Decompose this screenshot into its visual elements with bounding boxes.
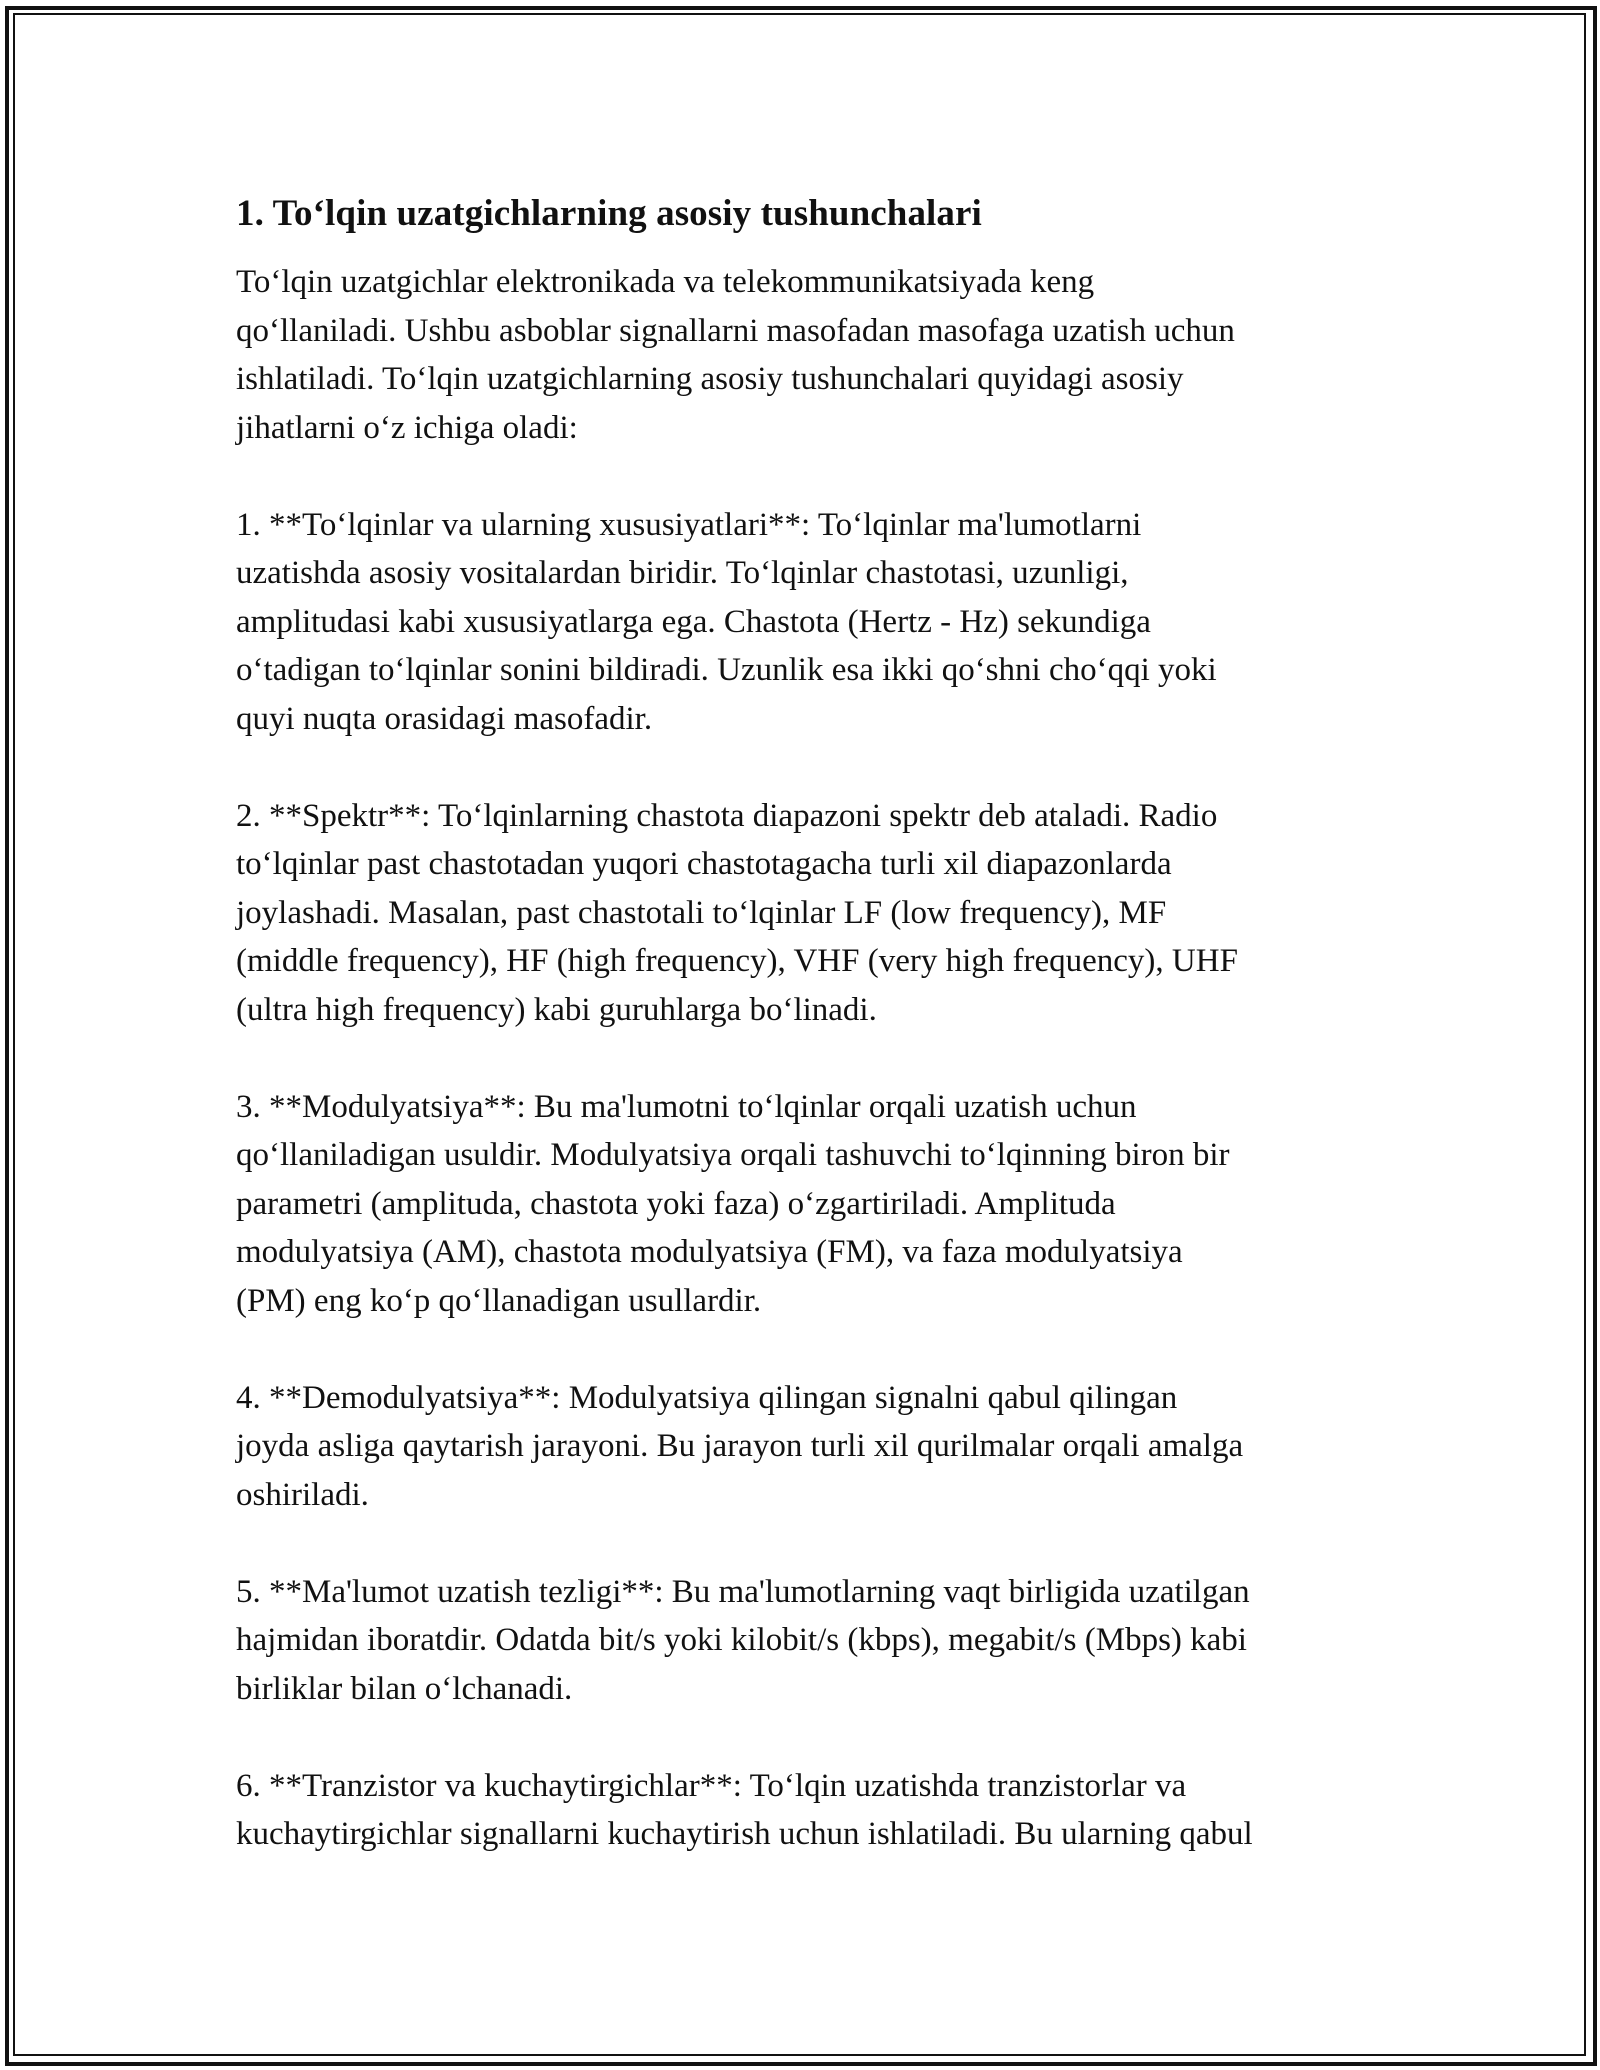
- section-heading: 1. To‘lqin uzatgichlarning asosiy tushunchalari: [236, 193, 982, 234]
- text-line: kuchaytirgichlar signallarni kuchaytirish uchun ishlatiladi. Bu ularning qabul: [236, 1816, 1253, 1852]
- text-line: birliklar bilan o‘lchanadi.: [236, 1670, 573, 1707]
- text-line: 5. **Ma'lumot uzatish tezligi**: Bu ma'lumotlarning vaqt birligida uzatilgan: [236, 1573, 1250, 1610]
- document-body: [236, 188, 1376, 1907]
- text-line: uzatishda asosiy vositalardan biridir. To‘lqinlar chastotasi, uzunligi,: [236, 555, 1129, 591]
- text-line: 2. **Spektr**: To‘lqinlarning chastota diapazoni spektr deb ataladi. Radio: [236, 797, 1218, 834]
- text-line: modulyatsiya (AM), chastota modulyatsiya (FM), va faza modulyatsiya: [236, 1234, 1183, 1270]
- paragraph-list: [236, 258, 1376, 1859]
- text-line: parametri (amplituda, chastota yoki faza) o‘zgartiriladi. Amplituda: [236, 1185, 1116, 1222]
- paragraph: [236, 1374, 1376, 1520]
- text-line: qo‘llaniladigan usuldir. Modulyatsiya orqali tashuvchi to‘lqinning biron bir: [236, 1137, 1230, 1173]
- text-line: ishlatiladi. To‘lqin uzatgichlarning asosiy tushunchalari quyidagi asosiy: [236, 361, 1184, 397]
- text-line: 4. **Demodulyatsiya**: Modulyatsiya qilingan signalni qabul qilingan: [236, 1379, 1178, 1416]
- text-line: 1. **To‘lqinlar va ularning xususiyatlari**: To‘lqinlar ma'lumotlarni: [236, 506, 1142, 543]
- paragraph: [236, 501, 1376, 744]
- paragraph: [236, 1568, 1376, 1714]
- text-line: hajmidan iboratdir. Odatda bit/s yoki kilobit/s (kbps), megabit/s (Mbps) kabi: [236, 1622, 1247, 1658]
- text-line: joylashadi. Masalan, past chastotali to‘lqinlar LF (low frequency), MF: [236, 894, 1167, 931]
- text-line: to‘lqinlar past chastotadan yuqori chastotagacha turli xil diapazonlarda: [236, 846, 1172, 882]
- text-line: o‘tadigan to‘lqinlar sonini bildiradi. Uzunlik esa ikki qo‘shni cho‘qqi yoki: [236, 652, 1217, 688]
- text-line: jihatlarni o‘z ichiga oladi:: [236, 409, 578, 446]
- text-line: (ultra high frequency) kabi guruhlarga bo‘linadi.: [236, 991, 877, 1028]
- text-line: amplitudasi kabi xususiyatlarga ega. Chastota (Hertz - Hz) sekundiga: [236, 603, 1151, 640]
- paragraph: [236, 258, 1376, 452]
- paragraph: [236, 1762, 1376, 1859]
- paragraph: [236, 792, 1376, 1035]
- text-line: joyda asliga qaytarish jarayoni. Bu jarayon turli xil qurilmalar orqali amalga: [236, 1428, 1244, 1464]
- text-line: (middle frequency), HF (high frequency), VHF (very high frequency), UHF: [236, 943, 1238, 979]
- text-line: 3. **Modulyatsiya**: Bu ma'lumotni to‘lqinlar orqali uzatish uchun: [236, 1088, 1137, 1125]
- text-line: quyi nuqta orasidagi masofadir.: [236, 700, 653, 737]
- text-line: (PM) eng ko‘p qo‘llanadigan usullardir.: [236, 1282, 762, 1319]
- text-line: oshiriladi.: [236, 1476, 369, 1513]
- text-line: 6. **Tranzistor va kuchaytirgichlar**: To‘lqin uzatishda tranzistorlar va: [236, 1767, 1187, 1804]
- text-line: To‘lqin uzatgichlar elektronikada va telekommunikatsiyada keng: [236, 264, 1095, 300]
- text-line: qo‘llaniladi. Ushbu asboblar signallarni masofadan masofaga uzatish uchun: [236, 312, 1235, 349]
- paragraph: [236, 1083, 1376, 1326]
